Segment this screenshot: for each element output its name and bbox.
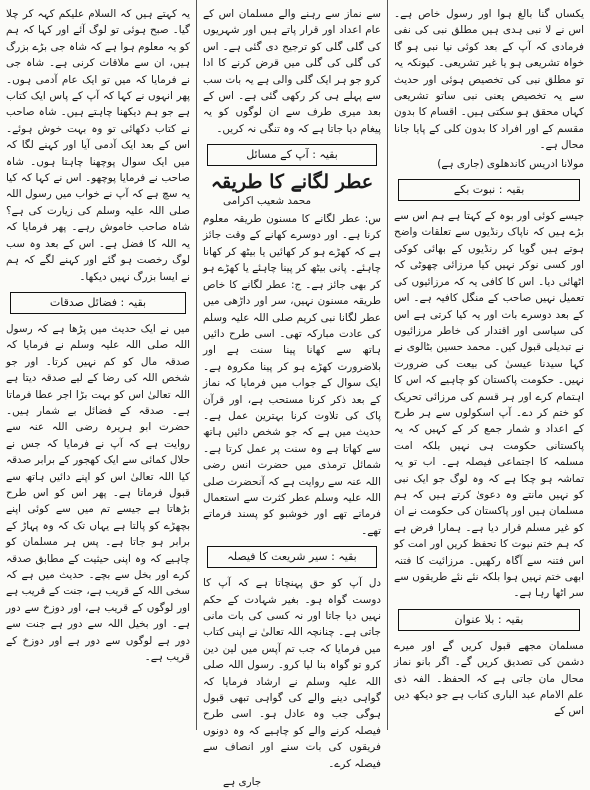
column-right (388, 0, 590, 730)
section-heading-box (207, 546, 377, 568)
section-heading-box (10, 292, 186, 314)
article-byline: محمد شعیب اکرامی (223, 194, 312, 207)
section-body-text: میں نے ایک حدیث میں پڑھا ہے کہ رسول اللہ صلی اللہ علیہ وسلم نے فرمایا کہ صدقہ مال کو کم نہیں کرتا۔ اور جو شخص اللہ کی رضا کے لیے صدقہ دیتا ہے اللہ تعالیٰ اس کو بہت بڑا اجر عطا فرماتا ہے۔ صدقہ کے فضائل بے شمار ہیں۔ حضرت ابو ہریرہ رضی اللہ عنہ سے روایت ہے کہ آپ نے فرمایا کہ جس نے حلال کمائی سے ایک کھجور کے برابر صدقہ کیا اللہ تعالیٰ اس کو اپنے دائیں ہاتھ سے قبول فرماتا ہے۔ پھر اس کو اس طرح بڑھاتا ہے جیسے تم میں سے کوئی اپنے بچھڑے کو پالتا ہے یہاں تک کہ وہ پہاڑ کے برابر ہو جاتا ہے۔ پس ہر مسلمان کو چاہیے کہ وہ اپنی حیثیت کے مطابق صدقہ کرے اور بخل سے بچے۔ حدیث میں ہے کہ سخی اللہ کے قریب ہے، جنت کے قریب ہے اور لوگوں کے قریب ہے، اور دوزخ سے دور ہے۔ اور بخیل اللہ سے دور ہے جنت سے دور ہے لوگوں سے دور ہے اور دوزخ کے قریب ہے۔ (6, 322, 190, 664)
section-heading-text: بقیہ : نبوت بکے (453, 182, 525, 196)
section-body-text: دل آپ کو حق پہنچاتا ہے کہ آپ کا دوست گواہ ہو۔ بغیر شہادت کے حکم نہیں دیا جاتا اور نہ کسی کی بات مانی جاتی ہے۔ چنانچہ اللہ تعالیٰ نے اپنی کتاب میں فرمایا کہ جب تم آپس میں لین دین کرو تو گواہ بنا لیا کرو۔ رسول اللہ صلی اللہ علیہ وسلم نے ارشاد فرمایا کہ گواہی دینے والے کی گواہی تبھی قبول ہوگی جب وہ عادل ہو۔ اسی طرح فیصلہ کرنے والے کو چاہیے کہ وہ دونوں فریقوں کی بات سنے اور انصاف سے فیصلہ کرے۔ (203, 577, 381, 770)
qa-body-text: س: عطر لگانے کا مسنون طریقہ معلوم کرنا ہے۔ اور دوسرے کھانے کے وقت جائز ہے کہ کھڑے ہو کر کھائیں یا بیٹھ کر کھانا چاہئے۔ پانی بیٹھ کر پینا چاہئے یا کھڑے ہو کر بھی جائز ہے۔ ج: عطر لگانے کا خاص طریقہ مسنون نہیں، سر اور داڑھی میں عطر لگانا نبی کریم صلی اللہ علیہ وسلم کی عادت مبارکہ تھی۔ اسی طرح دائیں ہاتھ سے کھانا پینا سنت ہے اور بلاضرورت کھڑے ہو کر پینا مکروہ ہے۔ ایک سوال کے جواب میں فرمایا کہ نماز کے بعد ذکر کرنا مستحب ہے، اور قرآن پاک کی تلاوت کرنا بہترین عمل ہے۔ حدیث میں ہے کہ جو شخص دائیں ہاتھ سے کھاتا ہے وہ سنت پر عمل کرتا ہے۔ شمائل ترمذی میں حضرت انس رضی اللہ عنہ سے روایت ہے کہ آنحضرت صلی اللہ علیہ وسلم عطر کثرت سے استعمال فرماتے تھے اور خوشبو کو پسند فرماتے تھے۔ (203, 213, 381, 537)
article-title: عطر لگانے کا طریقہ (210, 171, 374, 194)
section-body-text: مسلمان مجھے قبول کریں گے اور میرے دشمن کی تصدیق کریں گے۔ اگر بانو نماز محال مان جاتی ہے کہ الحفظ۔ الفہ ذی علم الامام عبد الباری کتاب ہے جو دیکھ دیں اس کے (394, 639, 584, 718)
section-heading-box (398, 179, 580, 201)
section-heading-text: بقیہ : آپ کے مسائل (246, 148, 338, 162)
section-body-text: جیسے کوئی اور بوہ کے کہتا ہے ہم اس سے بڑے ہیں کہ ناپاک رنڈیوں سے تعلقات واضح ہوتے ہیں گویا کر رنڈیوں کے بھائی کوکی اور کسی نوکر نہیں کیا مرزائی چھوٹی کہ اٹھائی دیا۔ اس کا کافی یہ کہ مرزائیوں کی تعمیل نہیں صاحب کے منگل کافیہ ہے۔ اس کے بعد دوسرے بات اور یہ کیا کرتی ہے اس کی سیاسی اور اقتدار کی خاطر مرزائیوں نے تبدیلی قبول کیں۔ محمد حسین بٹالوی نے کہا سیدنا عیسیٰ کی بیعت کی ضرورت نہیں۔ حکومت پاکستان کو چاہیے کہ اس کا اہتمام کرے اور ہر قسم کی مرزائی تحریک کو ختم کر دے۔ آپ اسکولوں سے ہر طرح کے اعداد و شمار جمع کر کے کہیں کہ یہ پاکستانی حکومت ہی نہیں بلکہ امت مسلمہ کا اجتماعی فیصلہ ہے۔ اب تو یہ تماشہ ہو چکا ہے کہ وہ لوگ جو ایک نبی کو نہیں مانتے وہ دعویٰ کرتے ہیں کہ ہم مسلمان ہیں اور پاکستان کی حکومت نے ان کو غیر مسلم قرار دیا ہے۔ ہمارا فرض ہے کہ ہم ختم نبوت کا تحفظ کریں اور امت کو اس فتنہ سے آگاہ رکھیں۔ مرزائیت کا فتنہ ابھی ختم نہیں ہوا بلکہ نئے نئے طریقوں سے سر اٹھا رہا ہے۔ (394, 210, 584, 600)
section-heading-text: بقیہ : فضائل صدقات (49, 295, 147, 309)
article-signature: مولانا ادریس کاندھلوی (جاری ہے) (437, 157, 584, 170)
section-heading-text: بقیہ : سیر شریعت کا فیصلہ (227, 549, 357, 563)
section-heading-box (398, 609, 580, 631)
article-continuation-text: یہ کہتے ہیں کہ السلام علیکم کہہ کر چلا گیا۔ صبح ہوئی تو لوگ آئے اور کہا کہ ہم کو یہ معلوم ہوا ہے کہ شاہ جی بڑے بزرگ ہیں، ان سے ملاقات کرنی ہے۔ شاہ جی نے فرمایا کہ میں تو ایک عام آدمی ہوں۔ پھر انہوں نے کہا کہ آپ کے پاس ایک کتاب ہے جو ہم دیکھنا چاہتے ہیں۔ شاہ صاحب نے کتاب دکھائی تو وہ بہت خوش ہوئے۔ اس کے بعد ایک آدمی آیا اور کہنے لگا کہ میں ایک سوال پوچھنا چاہتا ہوں۔ شاہ صاحب نے فرمایا پوچھو۔ اس نے کہا کہ کیا یہ سچ ہے کہ آپ نے خواب میں رسول اللہ صلی اللہ علیہ وسلم کی زیارت کی ہے؟ شاہ صاحب خاموش رہے۔ پھر فرمایا کہ یہ اللہ کا فضل ہے۔ اس کے بعد وہ سب لوگ رخصت ہو گئے اور کہنے لگے کہ ہم نے ایسا بزرگ نہیں دیکھا۔ (6, 8, 190, 283)
article-continuation-text: یکساں گنا بالغ ہوا اور رسول خاص ہے۔ اس نے لا نبی ہدی ہیں مطلق نبی کی نفی فرمادی کہ آپ کے بعد کوئی نیا نبی ہو گا خواہ تشریعی ہو یا غیر تشریعی۔ کیونکہ یہ تو مطلق نبی کی تخصیص ہوئی اور حدیث سے یہ تخصیص یعنی نبی ساتو تشریعی کہاں محقق ہو سکتی ہیں۔ اقسام کا بدون مقسم کے اور افراد کا بدون کلی کے پایا جانا محال ہے۔ (394, 8, 584, 152)
section-heading-text: بقیہ : بلا عنوان (454, 612, 524, 626)
column-middle (196, 0, 388, 789)
section-heading-box (207, 144, 377, 166)
article-continuation-text: سے نماز سے رہنے والے مسلمان اس کے عام اعداد اور قرار پاتے ہیں اور شہریوں کی گلی گلی کو ترجیح دی گئی ہے۔ اس کی گلی کی گلی میں قرض کرنے کا ادا کرو جو ہر ایک گلی والی ہے یہ بات سب سے پہلے ہی کر رکھی گئی ہے۔ اس کے بعد میری طرف سے ان لوگوں کو یہ پیغام دیا جاتا ہے کہ وہ تنگی نہ کریں۔ (203, 8, 381, 135)
column-left (0, 0, 196, 730)
article-signature: جاری ہے (223, 776, 262, 789)
